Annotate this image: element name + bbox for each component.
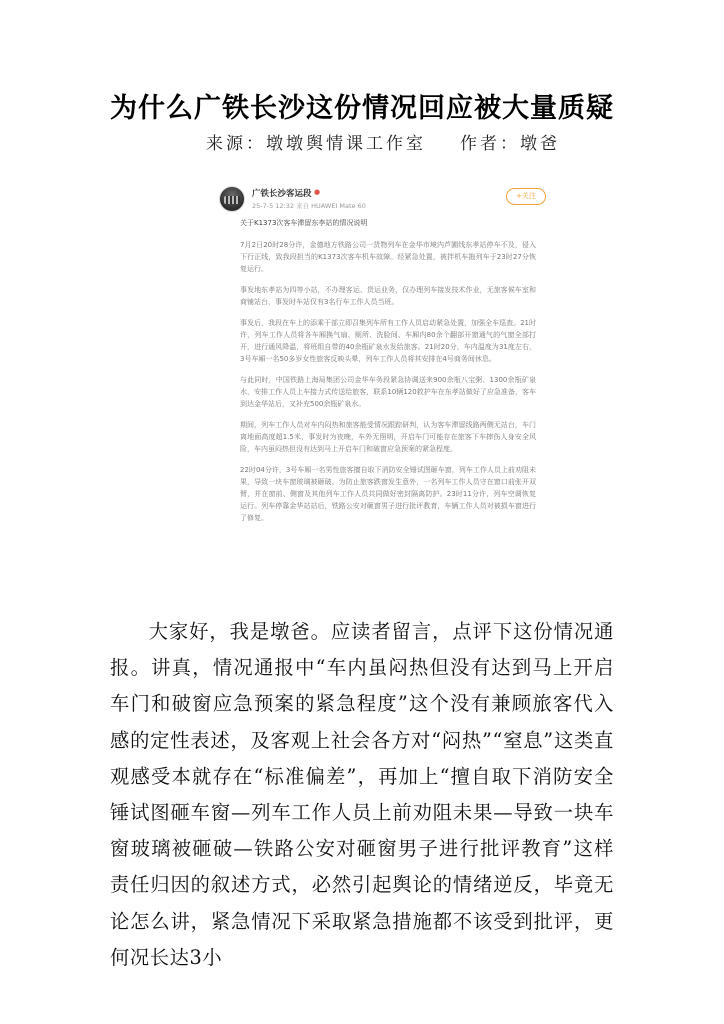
post-paragraph: 与此同时，中国铁路上海局集团公司金华车务段紧急协调送来900余瓶八宝粥、1300余瓶矿泉水，安排工作人员上车接力式传送给旅客，联系10辆120救护车在东孝站做好了应急准备，客车到达金华站后，又补充500余瓶矿泉水。 [240,376,536,408]
author-label: 作者： [460,134,520,154]
weibo-post-screenshot [216,178,550,596]
post-paragraph: 期间，列车工作人员对车内闷热和旅客能受情况跟踪研判，认为客车滞留线路两侧无站台，车门离地面高度超1.5米，事发时为夜晚，车外无照明，开启车门可能存在旅客下车摔伤人身安全风险，车内虽闷热但没有达到马上开启车门和破窗应急预案的紧急程度。 [240,421,536,453]
byline [206,129,560,154]
source-label: 来源： [206,134,266,154]
post-header [216,178,550,218]
account-name: 广铁长沙客运段 [252,189,312,199]
post-paragraph: 事发地东孝站为四等小站，不办理客运、货运业务，仅办理列车接发技术作业，无旅客候车室和商铺站台，事发时车站仅有3名行车工作人员当班。 [240,286,536,306]
follow-button: +关注 [506,188,546,205]
post-paragraph: 22时04分许，3号车厢一名男性旅客擅自取下消防安全锤试图砸车窗，列车工作人员上前劝阻未果，导致一块车窗玻璃被砸破。为防止旅客跌窗发生意外，一名列车工作人员守在窗口前张开双臂，并在窗前、侧窗及其他列车工作人员共同做好密封隔离防护。23时11分许，列车空调恢复运行。列车停靠金华站站后，铁路公安对砸窗男子进行批评教育，车辆工作人员对被损车窗进行了修复。 [240,466,536,522]
post-paragraph: 事发后，我段在车上的添乘干部立即召集列车所有工作人员启动紧急处置，加强全车巡查。21时许，列车工作人员将各车厢换气扇、厕所、洗脸间、车厢内80余个翻部开窗通气的气窗全部打开，进行通风降温，将班组自带的40余瓶矿泉水发给旅客。21时20分，车内温度为31度左右，3号车厢一名50多岁女性旅客反映头晕，列车工作人员将其安排在4号商务间休息。 [240,319,536,363]
post-meta: 25-7-5 12:32 来自 HUAWEI Mate 60 [252,202,366,210]
article-title: 为什么广铁长沙这份情况回应被大量质疑 [110,93,614,124]
author-name: 墩爸 [520,134,560,154]
weibo-logo-icon: ● [314,188,321,196]
source-name: 墩墩舆情课工作室 [266,134,426,154]
post-headline: 关于K1373次客车滞留东李站的情况说明 [240,219,368,227]
post-paragraph: 7月2日20时28分许，金德地方铁路公司一货物列车在金华市境内芦圃线东孝站停车不及，侵入下行正线，致我段担当的K1373次客车机车故障。经紧急处置，被拌机车拖列车于23时27分恢复运行。 [240,241,536,273]
article-body: 大家好，我是墩爸。应读者留言，点评下这份情况通报。讲真，情况通报中“车内虽闷热但没有达到马上开启车门和破窗应急预案的紧急程度”这个没有兼顾旅客代入感的定性表述，及客观上社会各方对“闷热”“窒息”这类直观感受本就存在“标准偏差”，再加上“擅自取下消防安全锤试图砸车窗—列车工作人员上前劝阻未果—导致一块车窗玻璃被砸破—铁路公安对砸窗男子进行批评教育”这样责任归因的叙述方式，必然引起舆论的情绪逆反，毕竟无论怎么讲，紧急情况下采取紧急措施都不该受到批评，更何况长达3小 [110,620,614,969]
train-avatar [219,186,245,212]
